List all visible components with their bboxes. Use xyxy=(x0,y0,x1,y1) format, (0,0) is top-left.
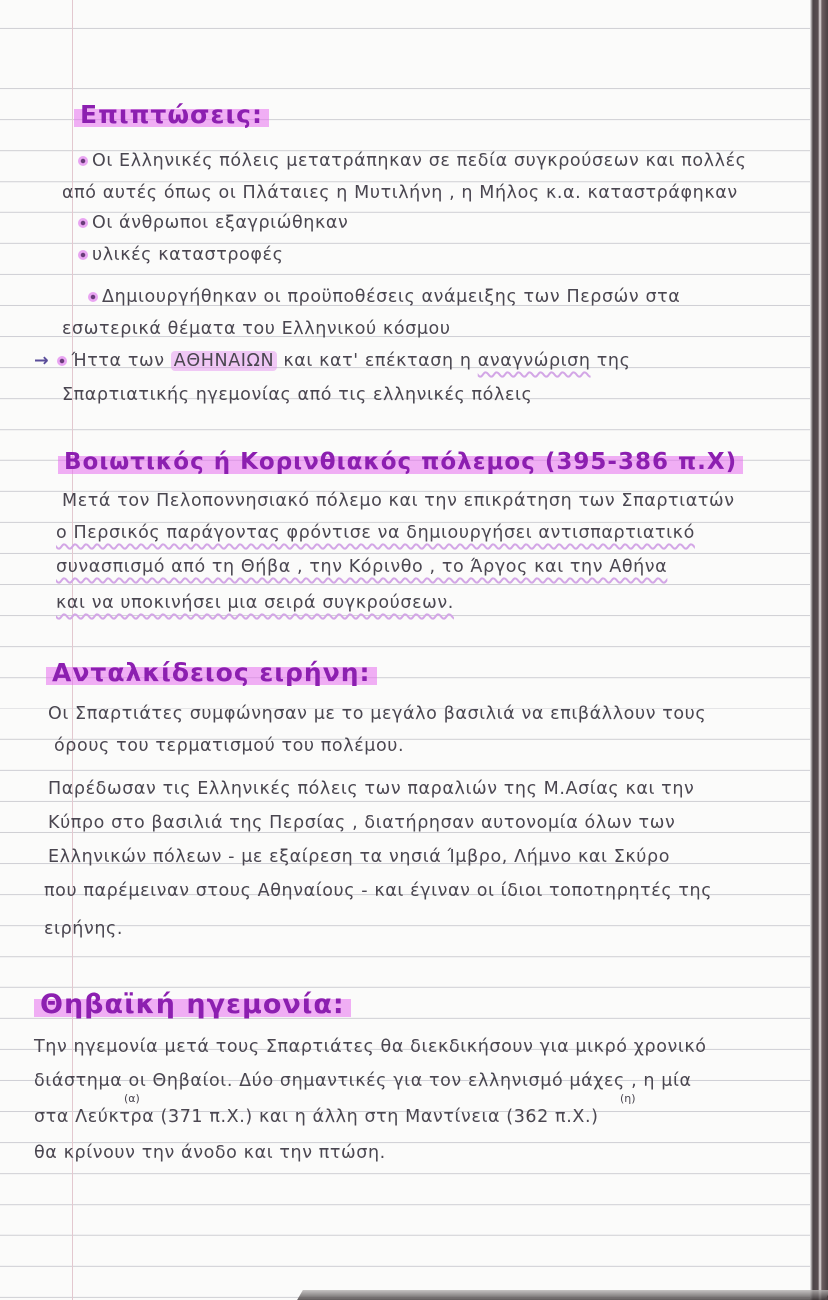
line: Κύπρο στο βασιλιά της Περσίας , διατήρησαν αυτονομία όλων των xyxy=(48,813,676,833)
line: διάστημα οι Θηβαίοι. Δύο σημαντικές για τον ελληνισμό μάχες , η μία xyxy=(34,1071,692,1091)
line-text: υλικές καταστροφές xyxy=(92,245,284,265)
line xyxy=(78,212,348,234)
line: Ελληνικών πόλεων - με εξαίρεση τα νησιά Ίμβρο, Λήμνο και Σκύρο xyxy=(48,847,671,867)
line xyxy=(78,244,283,266)
line: Σπαρτιατικής ηγεμονίας από τις ελληνικές πόλεις xyxy=(62,385,533,405)
underlined-recognition: αναγνώριση xyxy=(477,351,591,371)
heading-theban-hegemony: Θηβαϊκή ηγεμονία: xyxy=(34,990,351,1020)
line: και να υποκινήσει μια σειρά συγκρούσεων. xyxy=(56,593,454,613)
line: Μετά τον Πελοποννησιακό πόλεμο και την επικράτηση των Σπαρτιατών xyxy=(62,491,735,511)
line: θα κρίνουν την άνοδο και την πτώση. xyxy=(34,1143,386,1163)
line-text: Οι Ελληνικές πόλεις μετατράπηκαν σε πεδία συγκρούσεων και πολλές xyxy=(92,151,747,171)
bullet-icon xyxy=(88,292,98,302)
page-edge-shadow xyxy=(297,1290,828,1300)
line: ο Περσικός παράγοντας φρόντισε να δημιουργήσει αντισπαρτιατικό xyxy=(56,523,695,543)
line: όρους του τερματισμού του πολέμου. xyxy=(54,736,405,756)
line-text: Δημιουργήθηκαν οι προϋποθέσεις ανάμειξης των Περσών στα xyxy=(102,287,681,307)
line-text: Οι άνθρωποι εξαγριώθηκαν xyxy=(92,213,349,233)
line: Την ηγεμονία μετά τους Σπαρτιάτες θα διεκδικήσουν για μικρό χρονικό xyxy=(34,1037,707,1057)
bullet-icon xyxy=(57,356,67,366)
bullet-icon xyxy=(78,156,88,166)
arrow-right-icon: → xyxy=(34,351,50,371)
bullet-icon xyxy=(78,218,88,228)
line: που παρέμειναν στους Αθηναίους - και έγιναν οι ίδιοι τοποτηρητές της xyxy=(44,881,713,901)
superscript-note: (α) xyxy=(124,1092,140,1105)
heading-antalcidas-peace: Ανταλκίδειος ειρήνη: xyxy=(46,658,377,688)
line: Οι Σπαρτιάτες συμφώνησαν με το μεγάλο βασιλιά να επιβάλλουν τους xyxy=(48,704,707,724)
line xyxy=(34,350,630,372)
line: από αυτές όπως οι Πλάταιες η Μυτιλήνη , η Μήλος κ.α. καταστράφηκαν xyxy=(62,183,738,203)
line-text: και κατ' επέκταση η xyxy=(283,351,472,371)
line: εσωτερικά θέματα του Ελληνικού κόσμου xyxy=(62,319,451,339)
line-text: της xyxy=(596,351,631,371)
line xyxy=(78,150,747,172)
line: ειρήνης. xyxy=(44,919,124,939)
line: Παρέδωσαν τις Ελληνικές πόλεις των παραλιών της Μ.Ασίας και την xyxy=(48,779,695,799)
line-text: Ήττα των xyxy=(71,351,165,371)
highlighted-athenians: ΑΘΗΝΑΙΩΝ xyxy=(171,351,277,371)
heading-corinthian-war: Βοιωτικός ή Κορινθιακός πόλεμος (395-386 π.Χ) xyxy=(58,447,743,477)
superscript-note: (η) xyxy=(620,1092,636,1105)
line xyxy=(88,286,680,308)
line: συνασπισμό από τη Θήβα , την Κόρινθο , το Άργος και την Αθήνα xyxy=(56,557,668,577)
bullet-icon xyxy=(78,250,88,260)
notebook-spine xyxy=(810,0,828,1300)
line: στα Λεύκτρα (371 π.Χ.) και η άλλη στη Μαντίνεια (362 π.Χ.) xyxy=(34,1107,599,1127)
heading-consequences: Επιπτώσεις: xyxy=(74,100,269,130)
